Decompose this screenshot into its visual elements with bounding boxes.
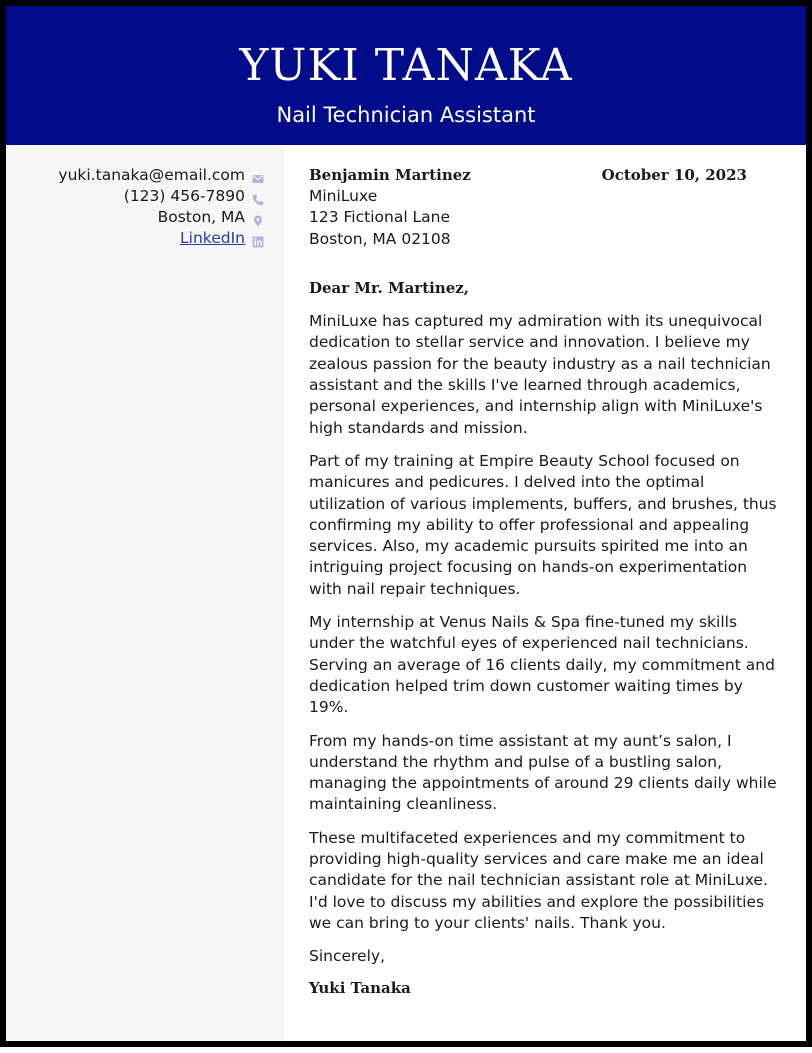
- paragraph-5: These multifaceted experiences and my commitment to providing high-quality services and care make me an ideal candidate for the nail technician assistant role at MiniLuxe. I'd love to discuss my abilities and explore the possibilities we can bring to your clients' nails. Thank you.: [309, 828, 768, 932]
- recipient-name: Benjamin Martinez: [309, 166, 471, 184]
- envelope-icon: [252, 170, 264, 182]
- recipient-company: MiniLuxe: [309, 187, 378, 205]
- contact-linkedin: [58, 228, 264, 249]
- header-banner: [6, 6, 806, 145]
- paragraph-4: From my hands-on time assistant at my aunt’s salon, I understand the rhythm and pulse of a bustling salon, managing the appointments of around 29 clients daily while maintaining cleanliness.: [309, 731, 777, 814]
- recipient-header: [309, 165, 781, 186]
- paragraph-2: Part of my training at Empire Beauty School focused on manicures and pedicures. I delved into the optimal utilization of various implements, buffers, and brushes, thus confirming my ability to offer professional and appealing services. Also, my academic pursuits spirited me into an intriguing project focusing on hands-on experimentation with nail repair techniques.: [309, 451, 777, 598]
- phone-icon: [252, 191, 264, 203]
- contact-location: [58, 207, 264, 228]
- greeting: Dear Mr. Martinez,: [309, 278, 470, 297]
- contact-phone: [58, 186, 264, 207]
- linkedin-link[interactable]: LinkedIn: [180, 229, 245, 247]
- contact-info: [58, 165, 264, 249]
- letter-date: October 10, 2023: [601, 166, 747, 184]
- contact-email: [58, 165, 264, 186]
- recipient-city: Boston, MA 02108: [309, 229, 451, 248]
- cover-letter-page: [6, 6, 806, 1041]
- phone-text: (123) 456-7890: [123, 187, 245, 205]
- letter-body: [309, 165, 781, 999]
- closing: Sincerely,: [309, 947, 386, 966]
- linkedin-icon: [252, 233, 264, 245]
- location-text: Boston, MA: [157, 208, 245, 226]
- recipient-street: 123 Fictional Lane: [309, 208, 451, 227]
- paragraph-1: MiniLuxe has captured my admiration with its unequivocal dedication to stellar service and innovation. I believe my zealous passion for the beauty industry as a nail technician assistant and the skills I've learned through academics, personal experiences, and internship align with MiniLuxe's high standards and mission.: [309, 312, 771, 437]
- paragraph-3: My internship at Venus Nails & Spa fine-tuned my skills under the watchful eyes of experienced nail technicians. Serving an average of 16 clients daily, my commitment and dedication helped trim down customer waiting times by 19%.: [309, 613, 775, 717]
- map-pin-icon: [252, 212, 264, 224]
- email-text: yuki.tanaka@email.com: [58, 166, 245, 184]
- signature: Yuki Tanaka: [309, 978, 411, 997]
- applicant-title: Nail Technician Assistant: [276, 103, 536, 127]
- sidebar: [6, 145, 284, 1041]
- applicant-name: YUKI TANAKA: [239, 40, 573, 91]
